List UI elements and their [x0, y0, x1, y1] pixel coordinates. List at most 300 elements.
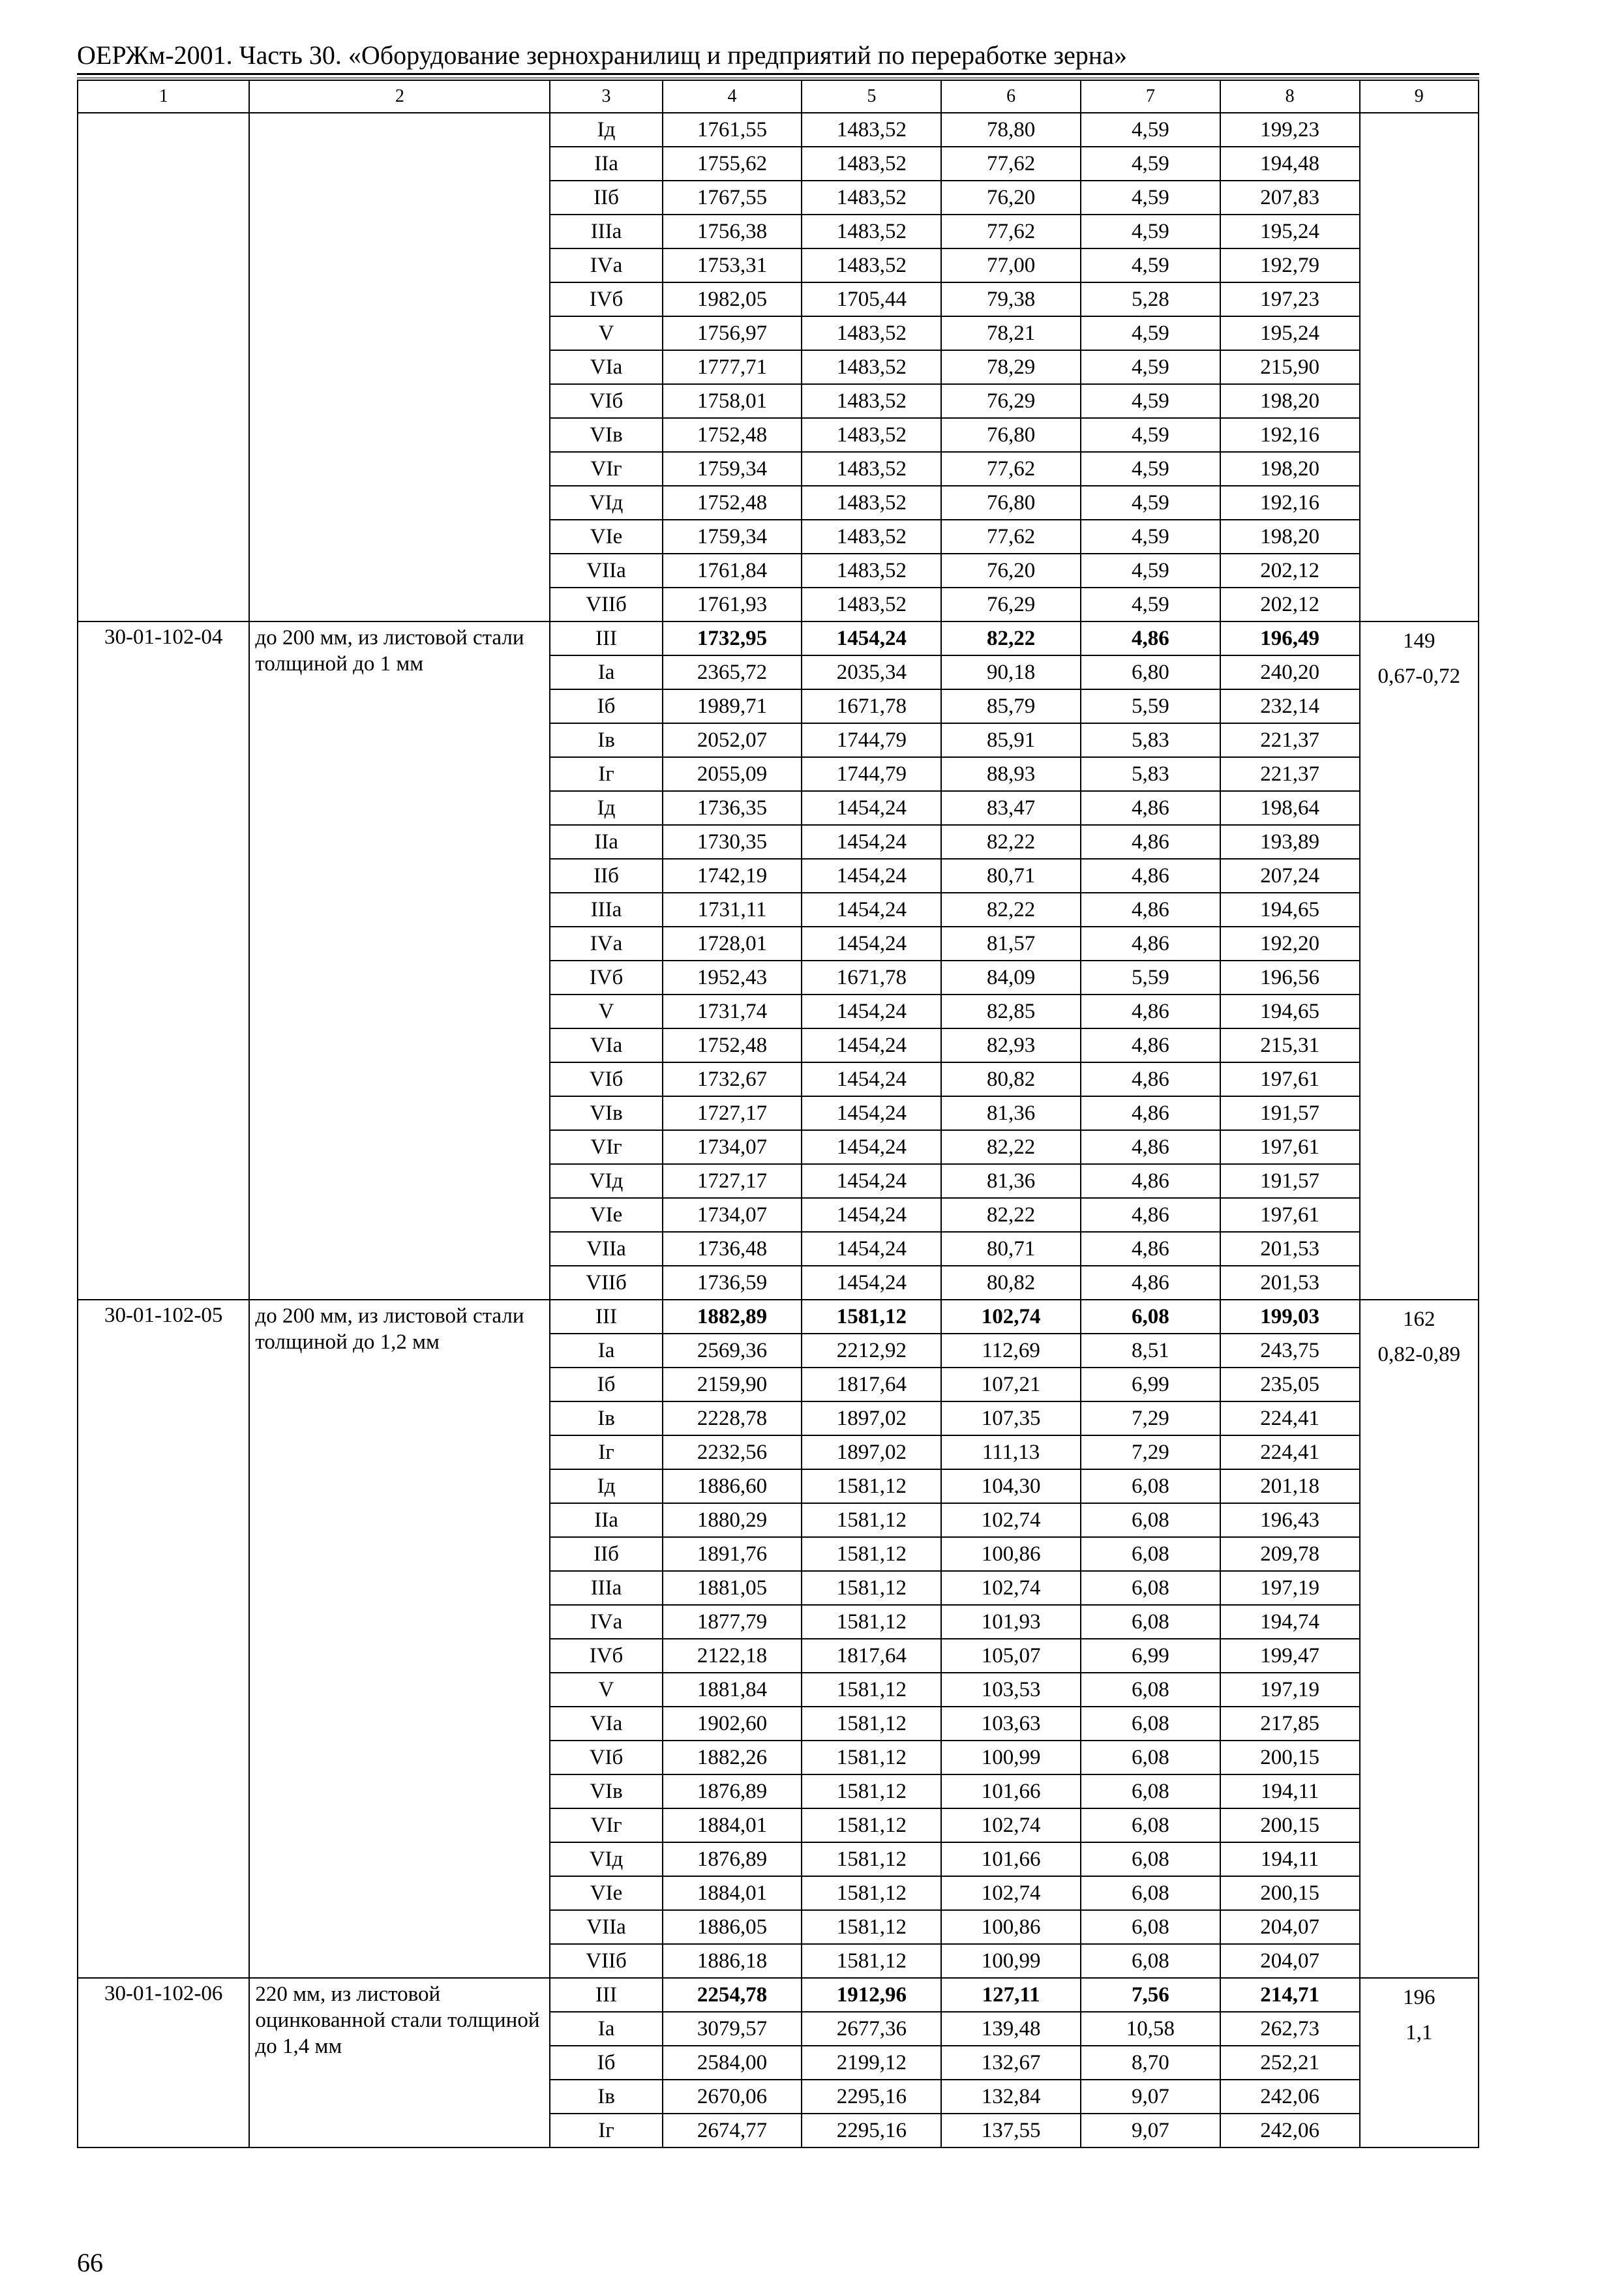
value-cell: 83,47 — [941, 791, 1081, 825]
value-cell: 7,29 — [1081, 1435, 1220, 1469]
value-cell: 1581,12 — [802, 1876, 941, 1910]
value-cell: 6,08 — [1081, 1842, 1220, 1876]
value-cell: 100,99 — [941, 1741, 1081, 1774]
value-cell: 1734,07 — [663, 1198, 802, 1232]
zone-cell: Iд — [550, 791, 662, 825]
value-cell: 127,11 — [941, 1978, 1081, 2012]
value-cell: 4,86 — [1081, 791, 1220, 825]
value-cell: 240,20 — [1220, 655, 1360, 689]
value-cell: 77,62 — [941, 215, 1081, 248]
value-cell: 242,06 — [1220, 2114, 1360, 2147]
zone-cell: Iв — [550, 2080, 662, 2114]
zone-cell: IIIа — [550, 1571, 662, 1605]
value-cell: 1731,11 — [663, 893, 802, 927]
mass-value: 1,1 — [1406, 2021, 1433, 2044]
value-cell: 78,29 — [941, 350, 1081, 384]
value-cell: 78,21 — [941, 316, 1081, 350]
value-cell: 4,86 — [1081, 1266, 1220, 1300]
zone-cell: VIг — [550, 452, 662, 486]
value-cell: 6,08 — [1081, 1707, 1220, 1741]
column-number-cell: 8 — [1220, 80, 1360, 113]
value-cell: 5,83 — [1081, 757, 1220, 791]
value-cell: 2122,18 — [663, 1639, 802, 1673]
value-cell: 88,93 — [941, 757, 1081, 791]
value-cell: 2365,72 — [663, 655, 802, 689]
value-cell: 82,22 — [941, 1130, 1081, 1164]
value-cell: 6,80 — [1081, 655, 1220, 689]
item-description-cell: до 200 мм, из листовой стали толщиной до 1 мм — [249, 621, 550, 1300]
value-cell: 2295,16 — [802, 2080, 941, 2114]
value-cell: 1886,05 — [663, 1910, 802, 1944]
zone-cell: IIа — [550, 825, 662, 859]
value-cell: 1817,64 — [802, 1368, 941, 1401]
value-cell: 76,20 — [941, 181, 1081, 215]
value-cell: 197,19 — [1220, 1673, 1360, 1707]
zone-cell: III — [550, 1978, 662, 2012]
value-cell: 85,79 — [941, 689, 1081, 723]
value-cell: 6,08 — [1081, 1910, 1220, 1944]
value-cell: 1891,76 — [663, 1537, 802, 1571]
value-cell: 76,20 — [941, 554, 1081, 588]
value-cell: 215,31 — [1220, 1028, 1360, 1062]
value-cell: 76,29 — [941, 588, 1081, 621]
zone-cell: Iб — [550, 2046, 662, 2080]
value-cell: 1876,89 — [663, 1774, 802, 1808]
item-code-cell: 30-01-102-06 — [78, 1978, 249, 2147]
value-cell: 6,08 — [1081, 1571, 1220, 1605]
value-cell: 80,82 — [941, 1266, 1081, 1300]
zone-cell: VIе — [550, 1876, 662, 1910]
value-cell: 79,38 — [941, 282, 1081, 316]
zone-cell: III — [550, 1300, 662, 1334]
value-cell: 193,89 — [1220, 825, 1360, 859]
value-cell: 77,62 — [941, 147, 1081, 181]
value-cell: 81,36 — [941, 1164, 1081, 1198]
value-cell: 8,70 — [1081, 2046, 1220, 2080]
zone-cell: V — [550, 316, 662, 350]
value-cell: 7,29 — [1081, 1401, 1220, 1435]
value-cell: 9,07 — [1081, 2080, 1220, 2114]
zone-cell: Iа — [550, 655, 662, 689]
mass-value: 0,82-0,89 — [1377, 1343, 1461, 1366]
value-cell: 1744,79 — [802, 757, 941, 791]
zone-cell: IVа — [550, 927, 662, 961]
value-cell: 2674,77 — [663, 2114, 802, 2147]
zone-cell: Iа — [550, 2012, 662, 2046]
value-cell: 1756,97 — [663, 316, 802, 350]
table-row — [78, 113, 1479, 147]
value-cell: 1483,52 — [802, 452, 941, 486]
value-cell: 1705,44 — [802, 282, 941, 316]
value-cell: 1752,48 — [663, 418, 802, 452]
value-cell: 5,59 — [1081, 961, 1220, 995]
value-cell: 77,62 — [941, 520, 1081, 554]
value-cell: 107,35 — [941, 1401, 1081, 1435]
value-cell: 1742,19 — [663, 859, 802, 893]
value-cell: 5,59 — [1081, 689, 1220, 723]
value-cell: 195,24 — [1220, 215, 1360, 248]
value-cell: 1736,59 — [663, 1266, 802, 1300]
value-cell: 1581,12 — [802, 1503, 941, 1537]
value-cell: 252,21 — [1220, 2046, 1360, 2080]
value-cell: 1982,05 — [663, 282, 802, 316]
value-cell: 2670,06 — [663, 2080, 802, 2114]
value-cell: 104,30 — [941, 1469, 1081, 1503]
zone-cell: Iб — [550, 1368, 662, 1401]
value-cell: 1881,05 — [663, 1571, 802, 1605]
value-cell: 1882,89 — [663, 1300, 802, 1334]
value-cell: 76,29 — [941, 384, 1081, 418]
item-description-cell: до 200 мм, из листовой стали толщиной до 1,2 мм — [249, 1300, 550, 1978]
value-cell: 100,99 — [941, 1944, 1081, 1978]
value-cell: 1454,24 — [802, 621, 941, 655]
value-cell: 6,08 — [1081, 1876, 1220, 1910]
value-cell: 199,23 — [1220, 113, 1360, 147]
value-cell: 6,08 — [1081, 1741, 1220, 1774]
value-cell: 1483,52 — [802, 384, 941, 418]
value-cell: 82,22 — [941, 825, 1081, 859]
value-cell: 82,22 — [941, 1198, 1081, 1232]
value-cell: 1912,96 — [802, 1978, 941, 2012]
column-number-cell: 2 — [249, 80, 550, 113]
value-cell: 3079,57 — [663, 2012, 802, 2046]
value-cell: 6,08 — [1081, 1673, 1220, 1707]
value-cell: 1767,55 — [663, 181, 802, 215]
value-cell: 107,21 — [941, 1368, 1081, 1401]
zone-cell: Iд — [550, 1469, 662, 1503]
value-cell: 1454,24 — [802, 1028, 941, 1062]
value-cell: 198,20 — [1220, 452, 1360, 486]
zone-cell: IIIа — [550, 893, 662, 927]
value-cell: 1880,29 — [663, 1503, 802, 1537]
value-cell: 232,14 — [1220, 689, 1360, 723]
value-cell: 1777,71 — [663, 350, 802, 384]
value-cell: 200,15 — [1220, 1808, 1360, 1842]
zone-cell: VIд — [550, 1164, 662, 1198]
zone-cell: VIе — [550, 1198, 662, 1232]
value-cell: 1454,24 — [802, 859, 941, 893]
zone-cell: Iв — [550, 1401, 662, 1435]
value-cell: 196,43 — [1220, 1503, 1360, 1537]
value-cell: 201,53 — [1220, 1266, 1360, 1300]
zone-cell: VIб — [550, 384, 662, 418]
value-cell: 1989,71 — [663, 689, 802, 723]
value-cell: 194,65 — [1220, 893, 1360, 927]
zone-cell: VIв — [550, 1096, 662, 1130]
value-cell: 4,86 — [1081, 995, 1220, 1028]
column-number-cell: 9 — [1360, 80, 1479, 113]
zone-cell: VIд — [550, 486, 662, 520]
value-cell: 1902,60 — [663, 1707, 802, 1741]
value-cell: 197,19 — [1220, 1571, 1360, 1605]
value-cell: 80,71 — [941, 1232, 1081, 1266]
value-cell: 1483,52 — [802, 181, 941, 215]
value-cell: 1736,48 — [663, 1232, 802, 1266]
value-cell: 194,11 — [1220, 1774, 1360, 1808]
value-cell: 192,16 — [1220, 486, 1360, 520]
value-cell: 111,13 — [941, 1435, 1081, 1469]
value-cell: 198,20 — [1220, 520, 1360, 554]
value-cell: 4,59 — [1081, 418, 1220, 452]
zone-cell: Iг — [550, 1435, 662, 1469]
value-cell: 214,71 — [1220, 1978, 1360, 2012]
value-cell: 1483,52 — [802, 113, 941, 147]
value-cell: 4,86 — [1081, 1096, 1220, 1130]
value-cell: 204,07 — [1220, 1944, 1360, 1978]
item-description-cell — [249, 113, 550, 621]
value-cell: 1454,24 — [802, 1266, 941, 1300]
value-cell: 242,06 — [1220, 2080, 1360, 2114]
value-cell: 4,86 — [1081, 1028, 1220, 1062]
value-cell: 1483,52 — [802, 554, 941, 588]
zone-cell: VIа — [550, 350, 662, 384]
zone-cell: VIа — [550, 1028, 662, 1062]
value-cell: 101,93 — [941, 1605, 1081, 1639]
value-cell: 2199,12 — [802, 2046, 941, 2080]
value-cell: 1483,52 — [802, 248, 941, 282]
value-cell: 198,64 — [1220, 791, 1360, 825]
value-cell: 2584,00 — [663, 2046, 802, 2080]
zone-cell: Iа — [550, 1334, 662, 1368]
value-cell: 82,22 — [941, 893, 1081, 927]
table-row — [78, 1300, 1479, 1334]
value-cell: 5,83 — [1081, 723, 1220, 757]
value-cell: 194,65 — [1220, 995, 1360, 1028]
zone-cell: VIв — [550, 418, 662, 452]
value-cell: 1731,74 — [663, 995, 802, 1028]
zone-cell: IVа — [550, 248, 662, 282]
value-cell: 209,78 — [1220, 1537, 1360, 1571]
zone-cell: VIIб — [550, 588, 662, 621]
value-cell: 6,08 — [1081, 1503, 1220, 1537]
value-cell: 100,86 — [941, 1910, 1081, 1944]
value-cell: 1886,60 — [663, 1469, 802, 1503]
zone-cell: VIа — [550, 1707, 662, 1741]
zone-cell: V — [550, 1673, 662, 1707]
value-cell: 1581,12 — [802, 1673, 941, 1707]
value-cell: 6,08 — [1081, 1605, 1220, 1639]
value-cell: 1454,24 — [802, 1198, 941, 1232]
value-cell: 191,57 — [1220, 1096, 1360, 1130]
zone-cell: Iг — [550, 757, 662, 791]
table-row — [78, 1978, 1479, 2012]
zone-cell: IVа — [550, 1605, 662, 1639]
value-cell: 197,61 — [1220, 1130, 1360, 1164]
zone-cell: VIб — [550, 1741, 662, 1774]
value-cell: 2035,34 — [802, 655, 941, 689]
value-cell: 105,07 — [941, 1639, 1081, 1673]
value-cell: 1952,43 — [663, 961, 802, 995]
value-cell: 139,48 — [941, 2012, 1081, 2046]
value-cell: 2159,90 — [663, 1368, 802, 1401]
mass-cell — [1360, 621, 1479, 1300]
value-cell: 4,59 — [1081, 248, 1220, 282]
value-cell: 6,08 — [1081, 1774, 1220, 1808]
value-cell: 1454,24 — [802, 1062, 941, 1096]
zone-cell: Iд — [550, 113, 662, 147]
value-cell: 1483,52 — [802, 316, 941, 350]
item-code-cell — [78, 113, 249, 621]
value-cell: 1483,52 — [802, 147, 941, 181]
value-cell: 201,18 — [1220, 1469, 1360, 1503]
value-cell: 1581,12 — [802, 1741, 941, 1774]
table-row — [78, 621, 1479, 655]
value-cell: 1454,24 — [802, 995, 941, 1028]
value-cell: 199,47 — [1220, 1639, 1360, 1673]
value-cell: 2677,36 — [802, 2012, 941, 2046]
value-cell: 1483,52 — [802, 350, 941, 384]
value-cell: 84,09 — [941, 961, 1081, 995]
value-cell: 1759,34 — [663, 520, 802, 554]
value-cell: 1581,12 — [802, 1469, 941, 1503]
zone-cell: IIа — [550, 147, 662, 181]
zone-cell: VIIа — [550, 1910, 662, 1944]
value-cell: 1671,78 — [802, 961, 941, 995]
value-cell: 4,59 — [1081, 384, 1220, 418]
zone-cell: VIIа — [550, 554, 662, 588]
mass-cell — [1360, 1300, 1479, 1978]
value-cell: 1736,35 — [663, 791, 802, 825]
value-cell: 6,08 — [1081, 1469, 1220, 1503]
zone-cell: Iб — [550, 689, 662, 723]
value-cell: 1761,93 — [663, 588, 802, 621]
value-cell: 207,83 — [1220, 181, 1360, 215]
zone-cell: VIIб — [550, 1944, 662, 1978]
item-code-cell: 30-01-102-05 — [78, 1300, 249, 1978]
zone-cell: IIб — [550, 1537, 662, 1571]
value-cell: 78,80 — [941, 113, 1081, 147]
value-cell: 101,66 — [941, 1842, 1081, 1876]
value-cell: 1581,12 — [802, 1944, 941, 1978]
value-cell: 9,07 — [1081, 2114, 1220, 2147]
mass-cell — [1360, 1978, 1479, 2147]
value-cell: 1454,24 — [802, 1096, 941, 1130]
value-cell: 202,12 — [1220, 588, 1360, 621]
zone-cell: Iг — [550, 2114, 662, 2147]
zone-cell: IVб — [550, 1639, 662, 1673]
value-cell: 112,69 — [941, 1334, 1081, 1368]
value-cell: 1753,31 — [663, 248, 802, 282]
value-cell: 1728,01 — [663, 927, 802, 961]
value-cell: 1483,52 — [802, 588, 941, 621]
column-number-cell: 4 — [663, 80, 802, 113]
zone-cell: IIб — [550, 859, 662, 893]
value-cell: 1581,12 — [802, 1808, 941, 1842]
zone-cell: VIIб — [550, 1266, 662, 1300]
zone-cell: VIд — [550, 1842, 662, 1876]
zone-cell: VIг — [550, 1130, 662, 1164]
value-cell: 6,08 — [1081, 1944, 1220, 1978]
value-cell: 4,86 — [1081, 1232, 1220, 1266]
value-cell: 1882,26 — [663, 1741, 802, 1774]
zone-cell: IVб — [550, 961, 662, 995]
value-cell: 6,08 — [1081, 1300, 1220, 1334]
value-cell: 1755,62 — [663, 147, 802, 181]
zone-cell: Iв — [550, 723, 662, 757]
value-cell: 2212,92 — [802, 1334, 941, 1368]
value-cell: 4,59 — [1081, 588, 1220, 621]
value-cell: 200,15 — [1220, 1741, 1360, 1774]
value-cell: 194,48 — [1220, 147, 1360, 181]
value-cell: 2232,56 — [663, 1435, 802, 1469]
value-cell: 85,91 — [941, 723, 1081, 757]
value-cell: 1761,84 — [663, 554, 802, 588]
value-cell: 102,74 — [941, 1808, 1081, 1842]
value-cell: 197,23 — [1220, 282, 1360, 316]
value-cell: 82,22 — [941, 621, 1081, 655]
value-cell: 1817,64 — [802, 1639, 941, 1673]
value-cell: 198,20 — [1220, 384, 1360, 418]
value-cell: 2295,16 — [802, 2114, 941, 2147]
value-cell: 6,08 — [1081, 1537, 1220, 1571]
value-cell: 196,56 — [1220, 961, 1360, 995]
zone-cell: IIб — [550, 181, 662, 215]
value-cell: 243,75 — [1220, 1334, 1360, 1368]
value-cell: 2228,78 — [663, 1401, 802, 1435]
value-cell: 1727,17 — [663, 1096, 802, 1130]
value-cell: 2569,36 — [663, 1334, 802, 1368]
value-cell: 1897,02 — [802, 1435, 941, 1469]
value-cell: 262,73 — [1220, 2012, 1360, 2046]
value-cell: 1732,95 — [663, 621, 802, 655]
value-cell: 1671,78 — [802, 689, 941, 723]
column-number-cell: 7 — [1081, 80, 1220, 113]
value-cell: 4,86 — [1081, 893, 1220, 927]
zone-cell: IIа — [550, 1503, 662, 1537]
value-cell: 224,41 — [1220, 1401, 1360, 1435]
value-cell: 2052,07 — [663, 723, 802, 757]
value-cell: 1756,38 — [663, 215, 802, 248]
value-cell: 1744,79 — [802, 723, 941, 757]
value-cell: 102,74 — [941, 1300, 1081, 1334]
value-cell: 224,41 — [1220, 1435, 1360, 1469]
value-cell: 1581,12 — [802, 1774, 941, 1808]
value-cell: 1886,18 — [663, 1944, 802, 1978]
item-code-cell: 30-01-102-04 — [78, 621, 249, 1300]
value-cell: 192,16 — [1220, 418, 1360, 452]
zone-cell: IVб — [550, 282, 662, 316]
value-cell: 103,63 — [941, 1707, 1081, 1741]
mass-value: 162 — [1403, 1308, 1436, 1331]
value-cell: 81,36 — [941, 1096, 1081, 1130]
value-cell: 77,62 — [941, 452, 1081, 486]
value-cell: 201,53 — [1220, 1232, 1360, 1266]
value-cell: 76,80 — [941, 418, 1081, 452]
value-cell: 4,59 — [1081, 147, 1220, 181]
value-cell: 1581,12 — [802, 1842, 941, 1876]
value-cell: 1758,01 — [663, 384, 802, 418]
value-cell: 194,11 — [1220, 1842, 1360, 1876]
value-cell: 1454,24 — [802, 791, 941, 825]
value-cell: 1752,48 — [663, 1028, 802, 1062]
header-rule — [77, 73, 1479, 75]
zone-cell: VIг — [550, 1808, 662, 1842]
value-cell: 1483,52 — [802, 520, 941, 554]
value-cell: 1483,52 — [802, 486, 941, 520]
value-cell: 1454,24 — [802, 1232, 941, 1266]
value-cell: 102,74 — [941, 1876, 1081, 1910]
value-cell: 6,08 — [1081, 1808, 1220, 1842]
value-cell: 1752,48 — [663, 486, 802, 520]
zone-cell: III — [550, 621, 662, 655]
value-cell: 4,59 — [1081, 486, 1220, 520]
zone-cell: V — [550, 995, 662, 1028]
value-cell: 4,86 — [1081, 1198, 1220, 1232]
value-cell: 103,53 — [941, 1673, 1081, 1707]
value-cell: 2254,78 — [663, 1978, 802, 2012]
value-cell: 2055,09 — [663, 757, 802, 791]
column-number-cell: 5 — [802, 80, 941, 113]
